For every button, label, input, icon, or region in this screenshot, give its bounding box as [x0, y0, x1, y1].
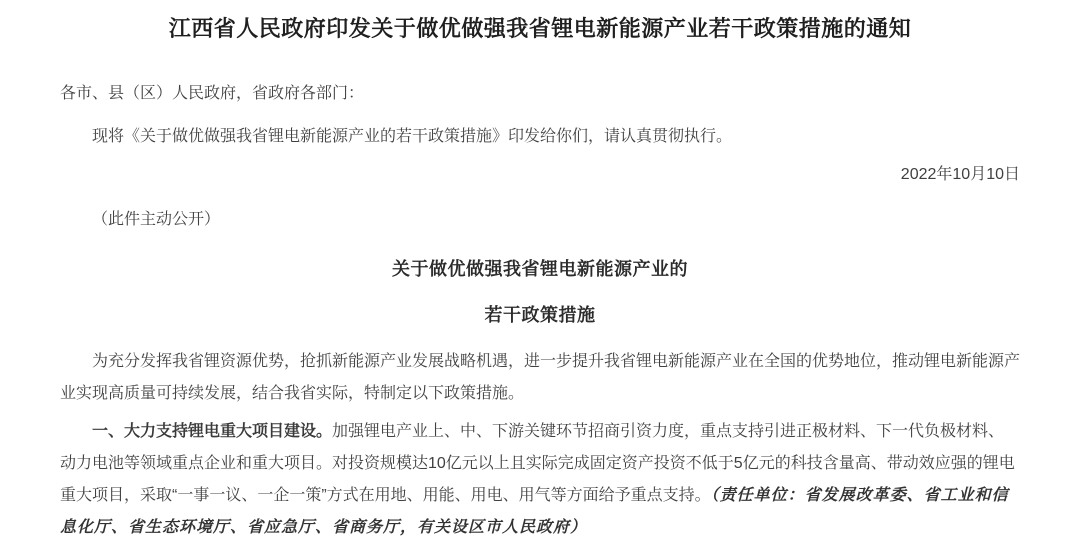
- doc-subtitle-line2: 若干政策措施: [484, 305, 596, 325]
- disclosure-note: （此件主动公开）: [92, 211, 221, 228]
- section-1-paragraph: [60, 416, 1020, 544]
- doc-subtitle-line1: 关于做优做强我省锂电新能源产业的: [392, 259, 688, 279]
- issue-date: 2022年10月10日: [900, 166, 1020, 183]
- salutation-line: 各市、县（区）人民政府，省政府各部门：: [60, 85, 365, 102]
- preamble-paragraph: 为充分发挥我省锂资源优势，抢抓新能源产业发展战略机遇，进一步提升我省锂电新能源产业在全国的优势地位，推动锂电新能源产业实现高质量可持续发展，结合我省实际，特制定以下政策措施。: [60, 353, 1021, 402]
- section-1-responsibility: （责任单位：省发展改革委、省工业和信息化厅、省生态环境厅、省应急厅、省商务厅，有关设区市人民政府）: [60, 487, 1009, 536]
- intro-paragraph: 现将《关于做优做强我省锂电新能源产业的若干政策措施》印发给你们，请认真贯彻执行。: [92, 128, 733, 145]
- page-title: 江西省人民政府印发关于做优做强我省锂电新能源产业若干政策措施的通知: [168, 16, 912, 41]
- section-1-body: 加强锂电产业上、中、下游关键环节招商引资力度，重点支持引进正极材料、下一代负极材料、动力电池等领域重点企业和重大项目。对投资规模达10亿元以上且实际完成固定资产投资不低于5亿元的科技含量高、带动效应强的锂电重大项目，采取“一事一议、一企一策”方式在用地、用能、用电、用气等方面给予重点支持。: [60, 423, 1015, 504]
- section-1-heading: 一、大力支持锂电重大项目建设。: [92, 423, 333, 440]
